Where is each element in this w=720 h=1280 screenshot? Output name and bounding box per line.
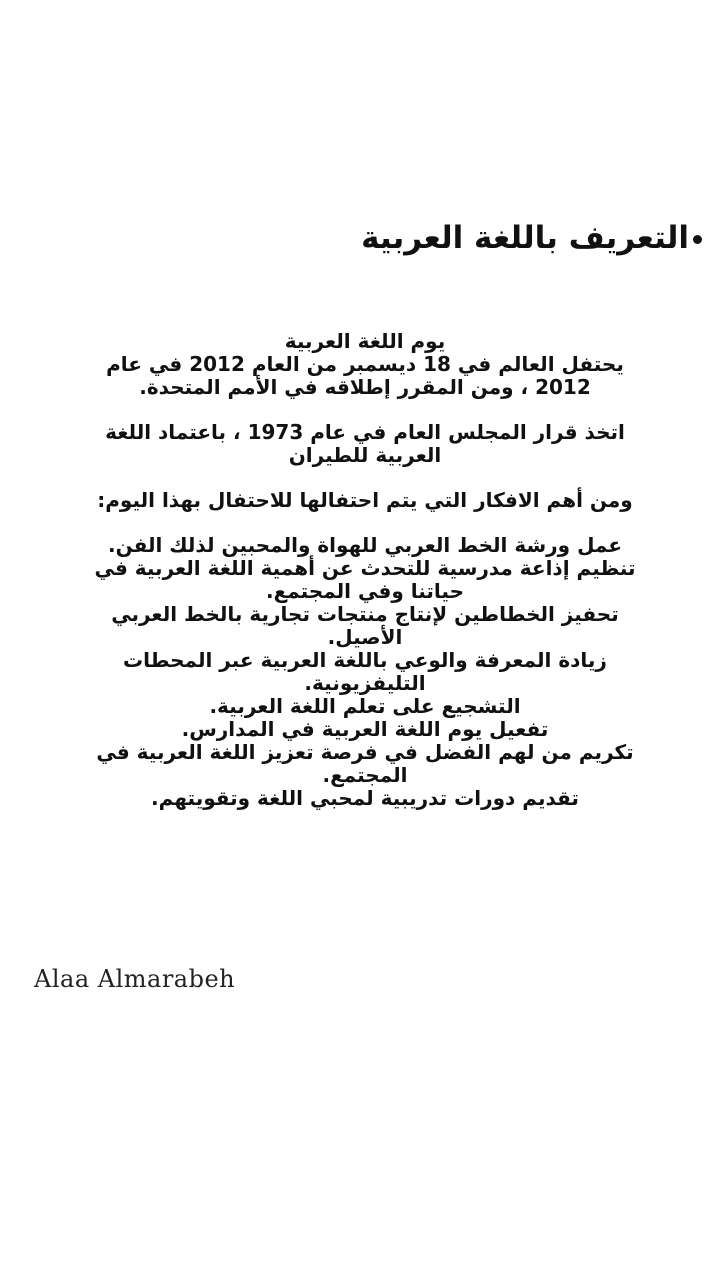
list-item: التشجيع على تعلم اللغة العربية.: [209, 694, 521, 718]
list-intro: ومن أهم الافكار التي يتم احتفالها للاحتفال بهذا اليوم:: [97, 488, 633, 512]
list-item: عمل ورشة الخط العربي للهواة والمحبين لذلك الفن.: [107, 533, 622, 557]
list-item-continuation: حياتنا وفي المجتمع.: [266, 579, 464, 603]
paragraph-line: يحتفل العالم في 18 ديسمبر من العام 2012 في عام: [106, 352, 624, 376]
paragraph-spacer: [40, 512, 690, 534]
list-item: زيادة المعرفة والوعي باللغة العربية عبر المحطات: [123, 648, 607, 672]
list-item: تحفيز الخطاطين لإنتاج منتجات تجارية بالخط العربي: [111, 602, 619, 626]
paragraph-line: 2012 ، ومن المقرر إطلاقه في الأمم المتحدة.: [139, 375, 591, 399]
article-body: [40, 330, 690, 810]
paragraph-spacer: [40, 399, 690, 421]
list-item: تفعيل يوم اللغة العربية في المدارس.: [181, 717, 549, 741]
list-item-continuation: التليفزيونية.: [304, 671, 426, 695]
author-signature: Alaa Almarabeh: [34, 965, 236, 993]
page-title: [361, 214, 702, 262]
list-item: تقديم دورات تدريبية لمحبي اللغة وتقويتهم.: [151, 786, 579, 810]
paragraph-line: العربية للطيران: [288, 443, 442, 467]
section-title: يوم اللغة العربية: [284, 329, 446, 353]
list-item-continuation: الأصيل.: [327, 625, 403, 649]
paragraph-line: اتخذ قرار المجلس العام في عام 1973 ، باعتماد اللغة: [105, 420, 625, 444]
list-item: تكريم من لهم الفضل في فرصة تعزيز اللغة العربية في: [96, 740, 634, 764]
list-item: تنظيم إذاعة مدرسية للتحدث عن أهمية اللغة العربية في: [94, 556, 636, 580]
paragraph-spacer: [40, 467, 690, 489]
page-title-text: التعريف باللغة العربية: [361, 220, 689, 256]
bullet-icon: [693, 235, 702, 244]
list-item-continuation: المجتمع.: [322, 763, 408, 787]
